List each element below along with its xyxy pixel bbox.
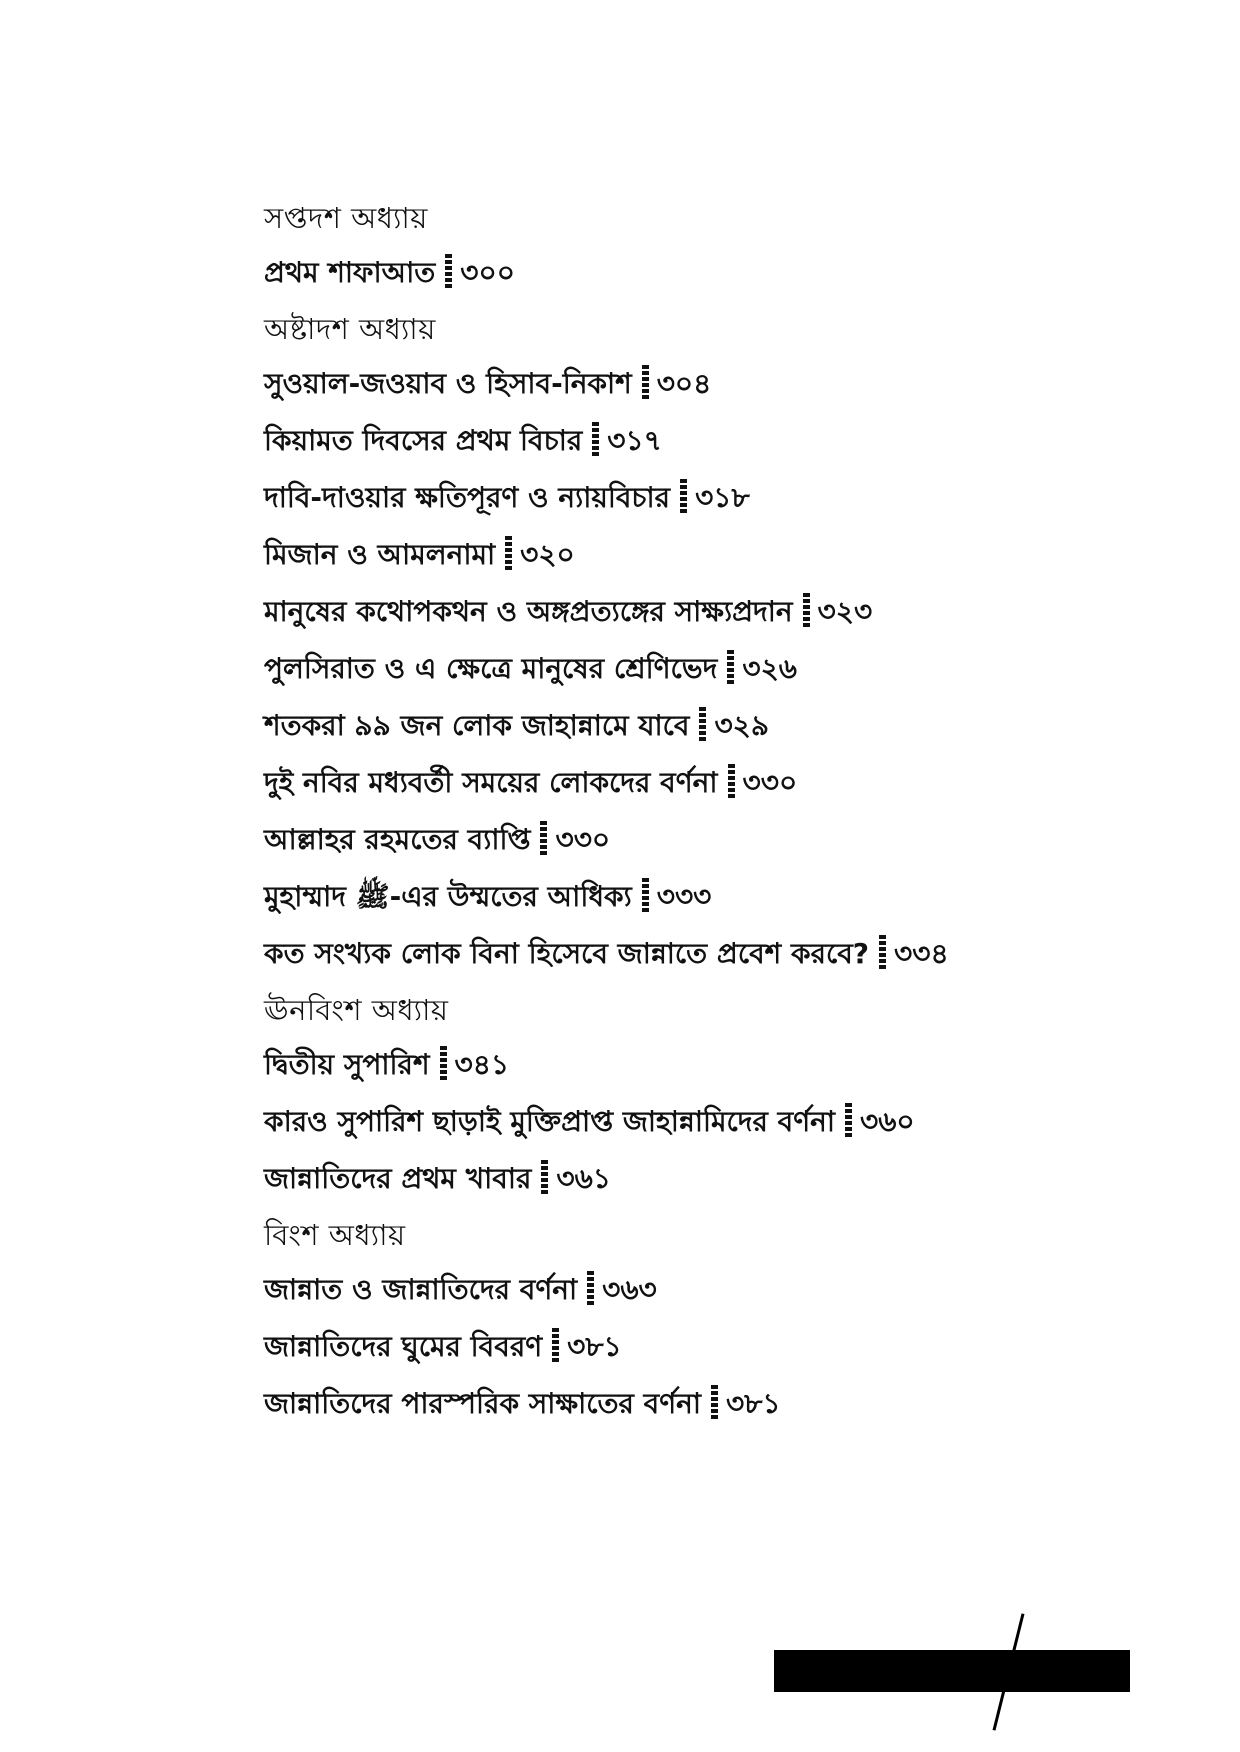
- separator-mark: [541, 1160, 548, 1194]
- entry-page-number: ৩২৩: [817, 595, 873, 628]
- separator-mark: [540, 821, 547, 855]
- entry-page-number: ৩২০: [520, 538, 575, 571]
- table-of-contents: [264, 198, 1164, 1424]
- separator-mark: [879, 935, 886, 969]
- entry-title: জান্নাতিদের পারস্পরিক সাক্ষাতের বর্ণনা: [264, 1387, 701, 1420]
- entry-title: প্রথম শাফাআত: [264, 256, 436, 289]
- entry-page-number: ৩২৯: [714, 709, 770, 742]
- separator-mark: [592, 422, 599, 456]
- toc-entry[interactable]: [264, 649, 1164, 689]
- toc-entry[interactable]: [264, 763, 1164, 803]
- entry-page-number: ৩৩০: [555, 823, 611, 856]
- footer-bar: [774, 1650, 1130, 1692]
- entry-title: আল্লাহর রহমতের ব্যাপ্তি: [264, 823, 531, 856]
- entry-title: দুই নবির মধ্যবর্তী সময়ের লোকদের বর্ণনা: [264, 766, 718, 799]
- toc-entry[interactable]: [264, 877, 1164, 917]
- toc-entry[interactable]: [264, 1327, 1164, 1367]
- toc-entry[interactable]: [264, 1270, 1164, 1310]
- entry-page-number: ৩১৮: [695, 481, 750, 514]
- toc-entry[interactable]: [264, 820, 1164, 860]
- entry-page-number: ৩৮১: [725, 1387, 781, 1420]
- toc-entry[interactable]: [264, 592, 1164, 632]
- toc-entry[interactable]: [264, 535, 1164, 575]
- entry-title: শতকরা ৯৯ জন লোক জাহান্নামে যাবে: [264, 709, 690, 742]
- separator-mark: [642, 878, 649, 912]
- separator-mark: [440, 1046, 447, 1080]
- entry-title: জান্নাত ও জান্নাতিদের বর্ণনা: [264, 1273, 578, 1306]
- entry-title: জান্নাতিদের ঘুমের বিবরণ: [264, 1330, 543, 1363]
- entry-title: পুলসিরাত ও এ ক্ষেত্রে মানুষের শ্রেণিভেদ: [264, 652, 718, 685]
- entry-title: দ্বিতীয় সুপারিশ: [264, 1048, 430, 1081]
- toc-entry[interactable]: [264, 1159, 1164, 1199]
- separator-mark: [803, 593, 810, 627]
- chapter-heading: অষ্টাদশ অধ্যায়: [264, 312, 436, 346]
- separator-mark: [642, 365, 649, 399]
- entry-page-number: ৩৮১: [567, 1330, 622, 1363]
- toc-entry[interactable]: [264, 706, 1164, 746]
- chapter-heading: ঊনবিংশ অধ্যায়: [264, 993, 449, 1027]
- entry-title: কারও সুপারিশ ছাড়াই মুক্তিপ্রাপ্ত জাহান্নামিদের বর্ণনা: [264, 1105, 835, 1138]
- entry-page-number: ৩৬০: [859, 1105, 915, 1138]
- entry-title: মিজান ও আমলনামা: [264, 538, 496, 571]
- entry-title: সুওয়াল-জওয়াব ও হিসাব-নিকাশ: [264, 367, 632, 400]
- separator-mark: [699, 707, 706, 741]
- toc-entry[interactable]: [264, 253, 1164, 293]
- entry-title: জান্নাতিদের প্রথম খাবার: [264, 1162, 532, 1195]
- separator-mark: [727, 650, 734, 684]
- entry-page-number: ৩২৬: [742, 652, 797, 685]
- toc-entry[interactable]: [264, 478, 1164, 518]
- toc-entry[interactable]: [264, 421, 1164, 461]
- toc-entry[interactable]: [264, 364, 1164, 404]
- separator-mark: [587, 1271, 594, 1305]
- entry-title: কিয়ামত দিবসের প্রথম বিচার: [264, 424, 583, 457]
- separator-mark: [728, 764, 735, 798]
- entry-page-number: ৩৩৩: [656, 880, 712, 913]
- toc-entry[interactable]: [264, 934, 1164, 974]
- entry-page-number: ৩৪১: [454, 1048, 510, 1081]
- entry-page-number: ৩৩৪: [894, 937, 949, 970]
- chapter-heading: বিংশ অধ্যায়: [264, 1218, 406, 1252]
- entry-title: মানুষের কথোপকথন ও অঙ্গপ্রত্যঙ্গের সাক্ষ্যপ্রদান: [264, 595, 793, 628]
- entry-title: কত সংখ্যক লোক বিনা হিসেবে জান্নাতে প্রবেশ করবে?: [264, 937, 870, 970]
- toc-entry[interactable]: [264, 1384, 1164, 1424]
- entry-page-number: ৩১৭: [607, 424, 662, 457]
- entry-title: দাবি-দাওয়ার ক্ষতিপূরণ ও ন্যায়বিচার: [264, 481, 671, 514]
- separator-mark: [552, 1328, 559, 1362]
- entry-page-number: ৩০৪: [656, 367, 712, 400]
- separator-mark: [711, 1385, 718, 1419]
- entry-page-number: ৩৩০: [742, 766, 798, 799]
- toc-entry[interactable]: [264, 1102, 1164, 1142]
- separator-mark: [680, 479, 687, 513]
- separator-mark: [445, 254, 452, 288]
- separator-mark: [845, 1103, 852, 1137]
- entry-title: মুহাম্মাদ ﷺ-এর উম্মতের আধিক্য: [264, 880, 632, 913]
- entry-page-number: ৩০০: [460, 256, 515, 289]
- toc-entry[interactable]: [264, 1045, 1164, 1085]
- chapter-heading: সপ্তদশ অধ্যায়: [264, 201, 428, 235]
- entry-page-number: ৩৬১: [556, 1162, 611, 1195]
- entry-page-number: ৩৬৩: [602, 1273, 657, 1306]
- separator-mark: [505, 536, 512, 570]
